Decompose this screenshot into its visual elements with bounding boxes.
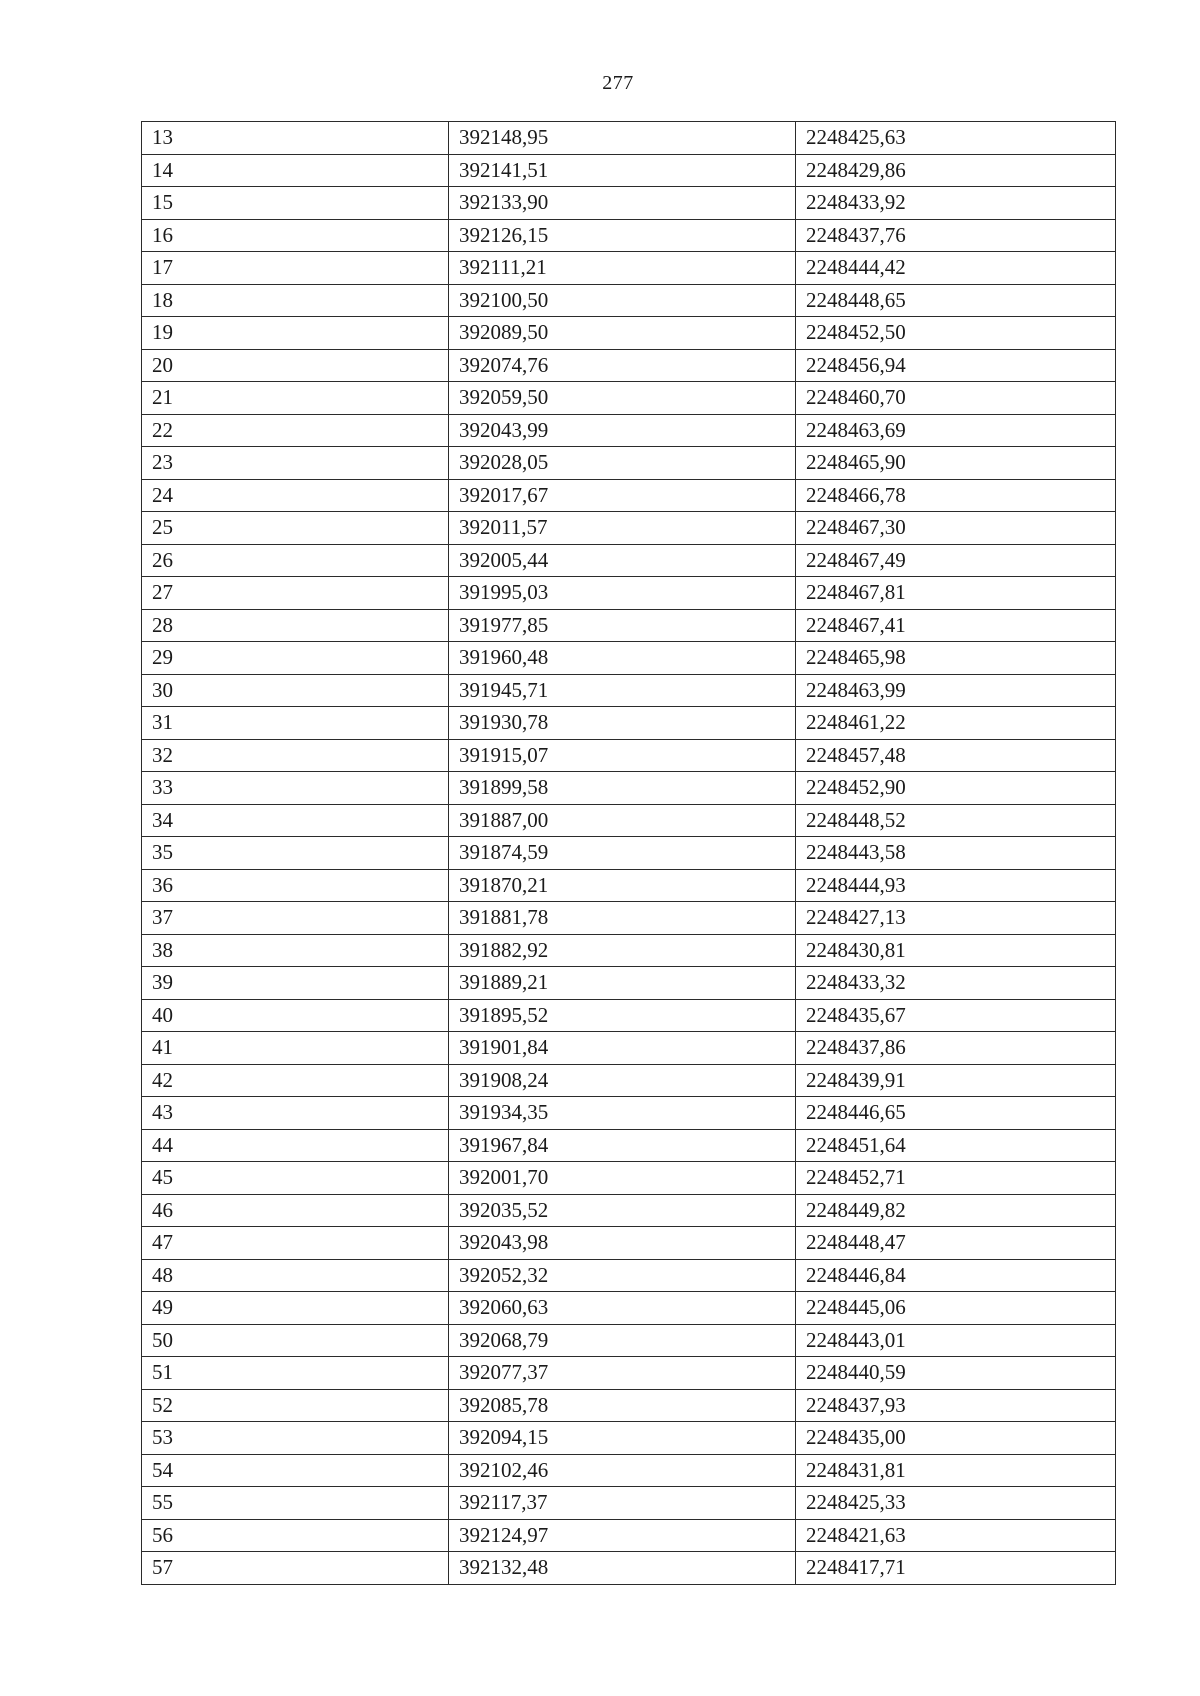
table-row — [142, 1162, 1116, 1195]
x-coordinate-cell: 392117,37 — [449, 1487, 796, 1520]
point-number-cell: 43 — [142, 1097, 449, 1130]
y-coordinate-cell: 2248427,13 — [796, 902, 1116, 935]
x-coordinate-cell: 392132,48 — [449, 1552, 796, 1585]
x-coordinate-cell: 391887,00 — [449, 804, 796, 837]
y-coordinate-cell: 2248435,00 — [796, 1422, 1116, 1455]
x-coordinate-cell: 392059,50 — [449, 382, 796, 415]
point-number-cell: 19 — [142, 317, 449, 350]
y-coordinate-cell: 2248444,42 — [796, 252, 1116, 285]
table-row — [142, 1032, 1116, 1065]
point-number-cell: 33 — [142, 772, 449, 805]
x-coordinate-cell: 391934,35 — [449, 1097, 796, 1130]
point-number-cell: 26 — [142, 544, 449, 577]
x-coordinate-cell: 392133,90 — [449, 187, 796, 220]
y-coordinate-cell: 2248440,59 — [796, 1357, 1116, 1390]
y-coordinate-cell: 2248452,50 — [796, 317, 1116, 350]
y-coordinate-cell: 2248448,47 — [796, 1227, 1116, 1260]
y-coordinate-cell: 2248435,67 — [796, 999, 1116, 1032]
point-number-cell: 50 — [142, 1324, 449, 1357]
point-number-cell: 49 — [142, 1292, 449, 1325]
table-row — [142, 187, 1116, 220]
table-row — [142, 577, 1116, 610]
table-row — [142, 1389, 1116, 1422]
x-coordinate-cell: 391870,21 — [449, 869, 796, 902]
x-coordinate-cell: 391995,03 — [449, 577, 796, 610]
point-number-cell: 32 — [142, 739, 449, 772]
point-number-cell: 41 — [142, 1032, 449, 1065]
x-coordinate-cell: 391977,85 — [449, 609, 796, 642]
table-row — [142, 999, 1116, 1032]
point-number-cell: 45 — [142, 1162, 449, 1195]
point-number-cell: 15 — [142, 187, 449, 220]
y-coordinate-cell: 2248451,64 — [796, 1129, 1116, 1162]
y-coordinate-cell: 2248444,93 — [796, 869, 1116, 902]
point-number-cell: 52 — [142, 1389, 449, 1422]
table-row — [142, 1194, 1116, 1227]
table-row — [142, 609, 1116, 642]
x-coordinate-cell: 392017,67 — [449, 479, 796, 512]
table-row — [142, 837, 1116, 870]
y-coordinate-cell: 2248452,90 — [796, 772, 1116, 805]
x-coordinate-cell: 392148,95 — [449, 122, 796, 155]
y-coordinate-cell: 2248461,22 — [796, 707, 1116, 740]
point-number-cell: 38 — [142, 934, 449, 967]
table-row — [142, 642, 1116, 675]
y-coordinate-cell: 2248465,90 — [796, 447, 1116, 480]
x-coordinate-cell: 392011,57 — [449, 512, 796, 545]
table-row — [142, 349, 1116, 382]
y-coordinate-cell: 2248465,98 — [796, 642, 1116, 675]
table-row — [142, 1552, 1116, 1585]
x-coordinate-cell: 391930,78 — [449, 707, 796, 740]
x-coordinate-cell: 392043,99 — [449, 414, 796, 447]
table-row — [142, 1064, 1116, 1097]
x-coordinate-cell: 391908,24 — [449, 1064, 796, 1097]
x-coordinate-cell: 391901,84 — [449, 1032, 796, 1065]
table-row — [142, 154, 1116, 187]
point-number-cell: 57 — [142, 1552, 449, 1585]
y-coordinate-cell: 2248467,30 — [796, 512, 1116, 545]
point-number-cell: 51 — [142, 1357, 449, 1390]
x-coordinate-cell: 391967,84 — [449, 1129, 796, 1162]
y-coordinate-cell: 2248425,63 — [796, 122, 1116, 155]
point-number-cell: 13 — [142, 122, 449, 155]
point-number-cell: 56 — [142, 1519, 449, 1552]
point-number-cell: 28 — [142, 609, 449, 642]
x-coordinate-cell: 392126,15 — [449, 219, 796, 252]
table-row — [142, 284, 1116, 317]
y-coordinate-cell: 2248437,93 — [796, 1389, 1116, 1422]
point-number-cell: 18 — [142, 284, 449, 317]
point-number-cell: 40 — [142, 999, 449, 1032]
table-row — [142, 1227, 1116, 1260]
x-coordinate-cell: 392060,63 — [449, 1292, 796, 1325]
x-coordinate-cell: 392100,50 — [449, 284, 796, 317]
x-coordinate-cell: 391889,21 — [449, 967, 796, 1000]
x-coordinate-cell: 391882,92 — [449, 934, 796, 967]
table-row — [142, 1519, 1116, 1552]
x-coordinate-cell: 392074,76 — [449, 349, 796, 382]
table-row — [142, 1292, 1116, 1325]
point-number-cell: 16 — [142, 219, 449, 252]
point-number-cell: 25 — [142, 512, 449, 545]
table-row — [142, 902, 1116, 935]
table-row — [142, 967, 1116, 1000]
table-row — [142, 1454, 1116, 1487]
y-coordinate-cell: 2248457,48 — [796, 739, 1116, 772]
point-number-cell: 55 — [142, 1487, 449, 1520]
x-coordinate-cell: 391895,52 — [449, 999, 796, 1032]
point-number-cell: 24 — [142, 479, 449, 512]
x-coordinate-cell: 392035,52 — [449, 1194, 796, 1227]
x-coordinate-cell: 392089,50 — [449, 317, 796, 350]
x-coordinate-cell: 392005,44 — [449, 544, 796, 577]
y-coordinate-cell: 2248445,06 — [796, 1292, 1116, 1325]
x-coordinate-cell: 392111,21 — [449, 252, 796, 285]
coordinates-table-body — [142, 122, 1116, 1585]
x-coordinate-cell: 392077,37 — [449, 1357, 796, 1390]
table-row — [142, 934, 1116, 967]
point-number-cell: 35 — [142, 837, 449, 870]
x-coordinate-cell: 392094,15 — [449, 1422, 796, 1455]
table-row — [142, 804, 1116, 837]
point-number-cell: 37 — [142, 902, 449, 935]
table-row — [142, 317, 1116, 350]
x-coordinate-cell: 391899,58 — [449, 772, 796, 805]
point-number-cell: 30 — [142, 674, 449, 707]
point-number-cell: 34 — [142, 804, 449, 837]
y-coordinate-cell: 2248466,78 — [796, 479, 1116, 512]
table-row — [142, 219, 1116, 252]
x-coordinate-cell: 391881,78 — [449, 902, 796, 935]
point-number-cell: 23 — [142, 447, 449, 480]
y-coordinate-cell: 2248443,58 — [796, 837, 1116, 870]
y-coordinate-cell: 2248446,65 — [796, 1097, 1116, 1130]
table-row — [142, 122, 1116, 155]
y-coordinate-cell: 2248449,82 — [796, 1194, 1116, 1227]
x-coordinate-cell: 392124,97 — [449, 1519, 796, 1552]
y-coordinate-cell: 2248460,70 — [796, 382, 1116, 415]
table-row — [142, 1097, 1116, 1130]
point-number-cell: 14 — [142, 154, 449, 187]
y-coordinate-cell: 2248437,76 — [796, 219, 1116, 252]
y-coordinate-cell: 2248433,32 — [796, 967, 1116, 1000]
y-coordinate-cell: 2248433,92 — [796, 187, 1116, 220]
coordinates-table — [141, 121, 1116, 1585]
y-coordinate-cell: 2248443,01 — [796, 1324, 1116, 1357]
y-coordinate-cell: 2248437,86 — [796, 1032, 1116, 1065]
point-number-cell: 46 — [142, 1194, 449, 1227]
y-coordinate-cell: 2248431,81 — [796, 1454, 1116, 1487]
y-coordinate-cell: 2248448,52 — [796, 804, 1116, 837]
table-row — [142, 447, 1116, 480]
x-coordinate-cell: 392068,79 — [449, 1324, 796, 1357]
table-row — [142, 1357, 1116, 1390]
point-number-cell: 27 — [142, 577, 449, 610]
x-coordinate-cell: 392085,78 — [449, 1389, 796, 1422]
point-number-cell: 44 — [142, 1129, 449, 1162]
point-number-cell: 20 — [142, 349, 449, 382]
y-coordinate-cell: 2248467,49 — [796, 544, 1116, 577]
y-coordinate-cell: 2248417,71 — [796, 1552, 1116, 1585]
x-coordinate-cell: 391874,59 — [449, 837, 796, 870]
table-row — [142, 252, 1116, 285]
y-coordinate-cell: 2248463,69 — [796, 414, 1116, 447]
x-coordinate-cell: 391960,48 — [449, 642, 796, 675]
y-coordinate-cell: 2248439,91 — [796, 1064, 1116, 1097]
table-row — [142, 544, 1116, 577]
table-row — [142, 1487, 1116, 1520]
table-row — [142, 674, 1116, 707]
y-coordinate-cell: 2248425,33 — [796, 1487, 1116, 1520]
point-number-cell: 48 — [142, 1259, 449, 1292]
y-coordinate-cell: 2248448,65 — [796, 284, 1116, 317]
point-number-cell: 17 — [142, 252, 449, 285]
table-row — [142, 1422, 1116, 1455]
y-coordinate-cell: 2248463,99 — [796, 674, 1116, 707]
x-coordinate-cell: 392043,98 — [449, 1227, 796, 1260]
table-row — [142, 1324, 1116, 1357]
y-coordinate-cell: 2248452,71 — [796, 1162, 1116, 1195]
point-number-cell: 53 — [142, 1422, 449, 1455]
y-coordinate-cell: 2248467,81 — [796, 577, 1116, 610]
table-row — [142, 772, 1116, 805]
point-number-cell: 39 — [142, 967, 449, 1000]
point-number-cell: 42 — [142, 1064, 449, 1097]
x-coordinate-cell: 391915,07 — [449, 739, 796, 772]
table-row — [142, 382, 1116, 415]
x-coordinate-cell: 391945,71 — [449, 674, 796, 707]
point-number-cell: 31 — [142, 707, 449, 740]
table-row — [142, 739, 1116, 772]
x-coordinate-cell: 392102,46 — [449, 1454, 796, 1487]
x-coordinate-cell: 392141,51 — [449, 154, 796, 187]
point-number-cell: 21 — [142, 382, 449, 415]
y-coordinate-cell: 2248430,81 — [796, 934, 1116, 967]
y-coordinate-cell: 2248456,94 — [796, 349, 1116, 382]
point-number-cell: 29 — [142, 642, 449, 675]
table-row — [142, 479, 1116, 512]
table-row — [142, 869, 1116, 902]
table-row — [142, 1129, 1116, 1162]
y-coordinate-cell: 2248429,86 — [796, 154, 1116, 187]
x-coordinate-cell: 392028,05 — [449, 447, 796, 480]
table-row — [142, 512, 1116, 545]
point-number-cell: 54 — [142, 1454, 449, 1487]
point-number-cell: 36 — [142, 869, 449, 902]
x-coordinate-cell: 392001,70 — [449, 1162, 796, 1195]
point-number-cell: 47 — [142, 1227, 449, 1260]
y-coordinate-cell: 2248421,63 — [796, 1519, 1116, 1552]
page-number: 277 — [602, 72, 634, 94]
table-row — [142, 1259, 1116, 1292]
x-coordinate-cell: 392052,32 — [449, 1259, 796, 1292]
table-row — [142, 707, 1116, 740]
table-row — [142, 414, 1116, 447]
y-coordinate-cell: 2248446,84 — [796, 1259, 1116, 1292]
point-number-cell: 22 — [142, 414, 449, 447]
y-coordinate-cell: 2248467,41 — [796, 609, 1116, 642]
